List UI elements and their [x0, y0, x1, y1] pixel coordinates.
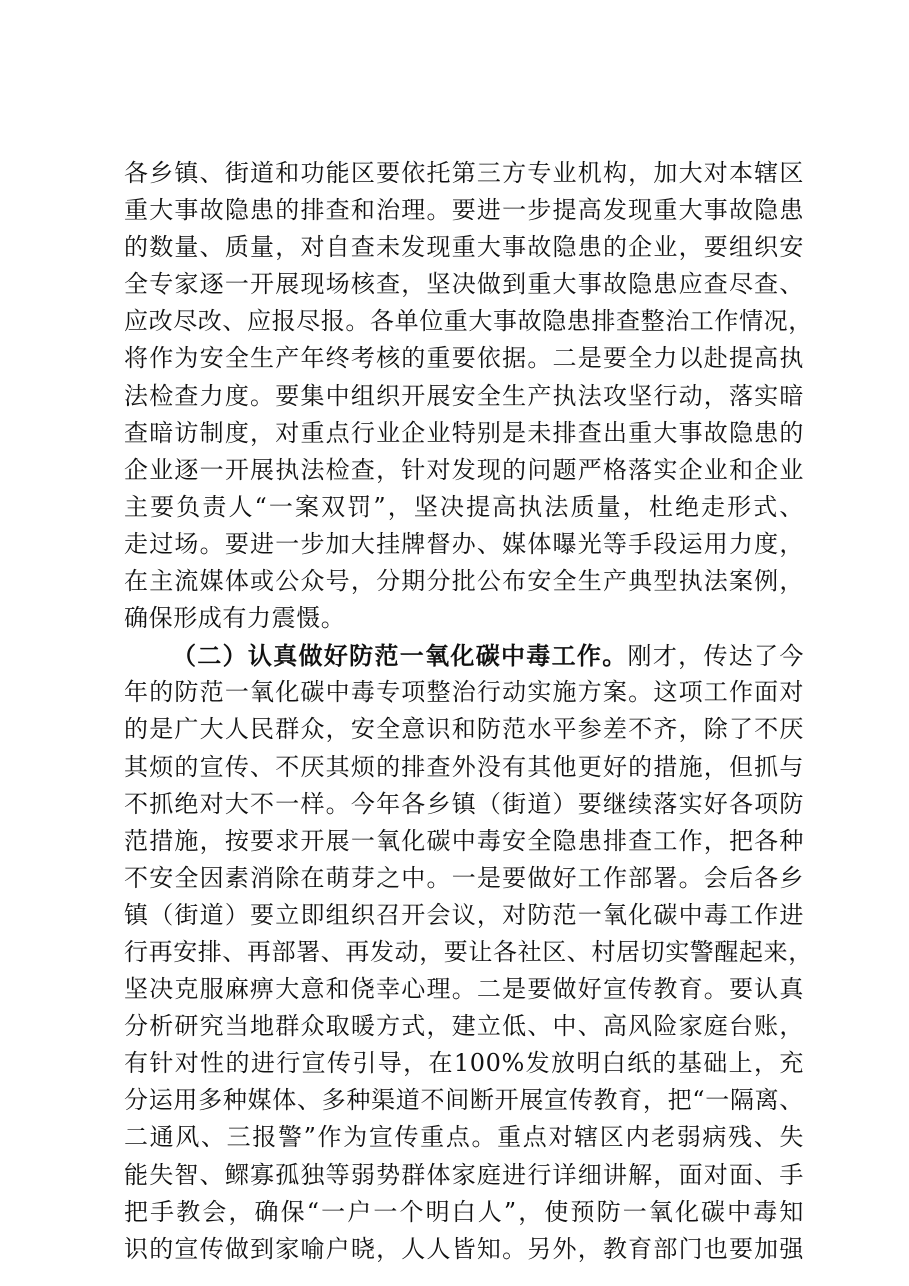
paragraph-line: 在主流媒体或公众号，分期分批公布安全生产典型执法案例， [124, 567, 804, 596]
section-heading: （二）认真做好防范一氧化碳中毒工作。 [172, 641, 628, 671]
paragraph-line: 能失智、鳏寡孤独等弱势群体家庭进行详细讲解，面对面、手 [124, 1160, 804, 1189]
paragraph-1 [124, 155, 813, 637]
paragraph-line: 镇（街道）要立即组织召开会议，对防范一氧化碳中毒工作进 [124, 900, 804, 929]
paragraph-line: 确保形成有力震慑。 [124, 604, 346, 633]
paragraph-line: 有针对性的进行宣传引导，在100%发放明白纸的基础上，充 [124, 1049, 804, 1078]
paragraph-2 [124, 637, 813, 1268]
paragraph-line: 的是广大人民群众，安全意识和防范水平参差不齐，除了不厌 [124, 715, 804, 744]
paragraph-line: 主要负责人“一案双罚”，坚决提高执法质量，杜绝走形式、 [124, 492, 804, 521]
paragraph-line: 企业逐一开展执法检查，针对发现的问题严格落实企业和企业 [124, 455, 804, 484]
paragraph-line: 应改尽改、应报尽报。各单位重大事故隐患排查整治工作情况， [124, 307, 813, 336]
paragraph-line: 不安全因素消除在萌芽之中。一是要做好工作部署。会后各乡 [124, 863, 804, 892]
paragraph-line: 二通风、三报警”作为宣传重点。重点对辖区内老弱病残、失 [124, 1123, 804, 1152]
paragraph-line: 识的宣传做到家喻户晓，人人皆知。另外，教育部门也要加强 [124, 1234, 804, 1263]
paragraph-line: 把手教会，确保“一户一个明白人”，使预防一氧化碳中毒知 [124, 1197, 804, 1226]
paragraph-line: 不抓绝对大不一样。今年各乡镇（街道）要继续落实好各项防 [124, 789, 804, 818]
paragraph-line: 走过场。要进一步加大挂牌督办、媒体曝光等手段运用力度， [124, 529, 804, 558]
paragraph-line: 其烦的宣传、不厌其烦的排查外没有其他更好的措施，但抓与 [124, 752, 804, 781]
section-heading-line [124, 637, 804, 674]
paragraph-line: 法检查力度。要集中组织开展安全生产执法攻坚行动，落实暗 [124, 381, 804, 410]
body-text [124, 155, 813, 1268]
paragraph-line: 全专家逐一开展现场核查，坚决做到重大事故隐患应查尽查、 [124, 270, 804, 299]
paragraph-line: 查暗访制度，对重点行业企业特别是未排查出重大事故隐患的 [124, 418, 804, 447]
paragraph-line: 分析研究当地群众取暖方式，建立低、中、高风险家庭台账， [124, 1012, 804, 1041]
paragraph-line: 坚决克服麻痹大意和侥幸心理。二是要做好宣传教育。要认真 [124, 975, 804, 1004]
paragraph-line: 分运用多种媒体、多种渠道不间断开展宣传教育，把“一隔离、 [124, 1086, 804, 1115]
paragraph-line: 重大事故隐患的排查和治理。要进一步提高发现重大事故隐患 [124, 196, 804, 225]
heading-line-rest: 刚才，传达了今 [627, 642, 804, 671]
paragraph-line: 各乡镇、街道和功能区要依托第三方专业机构，加大对本辖区 [124, 159, 804, 187]
paragraph-line: 行再安排、再部署、再发动，要让各社区、村居切实警醒起来， [124, 937, 813, 966]
paragraph-line: 将作为安全生产年终考核的重要依据。二是要全力以赴提高执 [124, 344, 804, 373]
paragraph-line: 的数量、质量，对自查未发现重大事故隐患的企业，要组织安 [124, 233, 804, 262]
paragraph-line: 年的防范一氧化碳中毒专项整治行动实施方案。这项工作面对 [124, 678, 804, 707]
paragraph-line: 范措施，按要求开展一氧化碳中毒安全隐患排查工作，把各种 [124, 826, 804, 855]
